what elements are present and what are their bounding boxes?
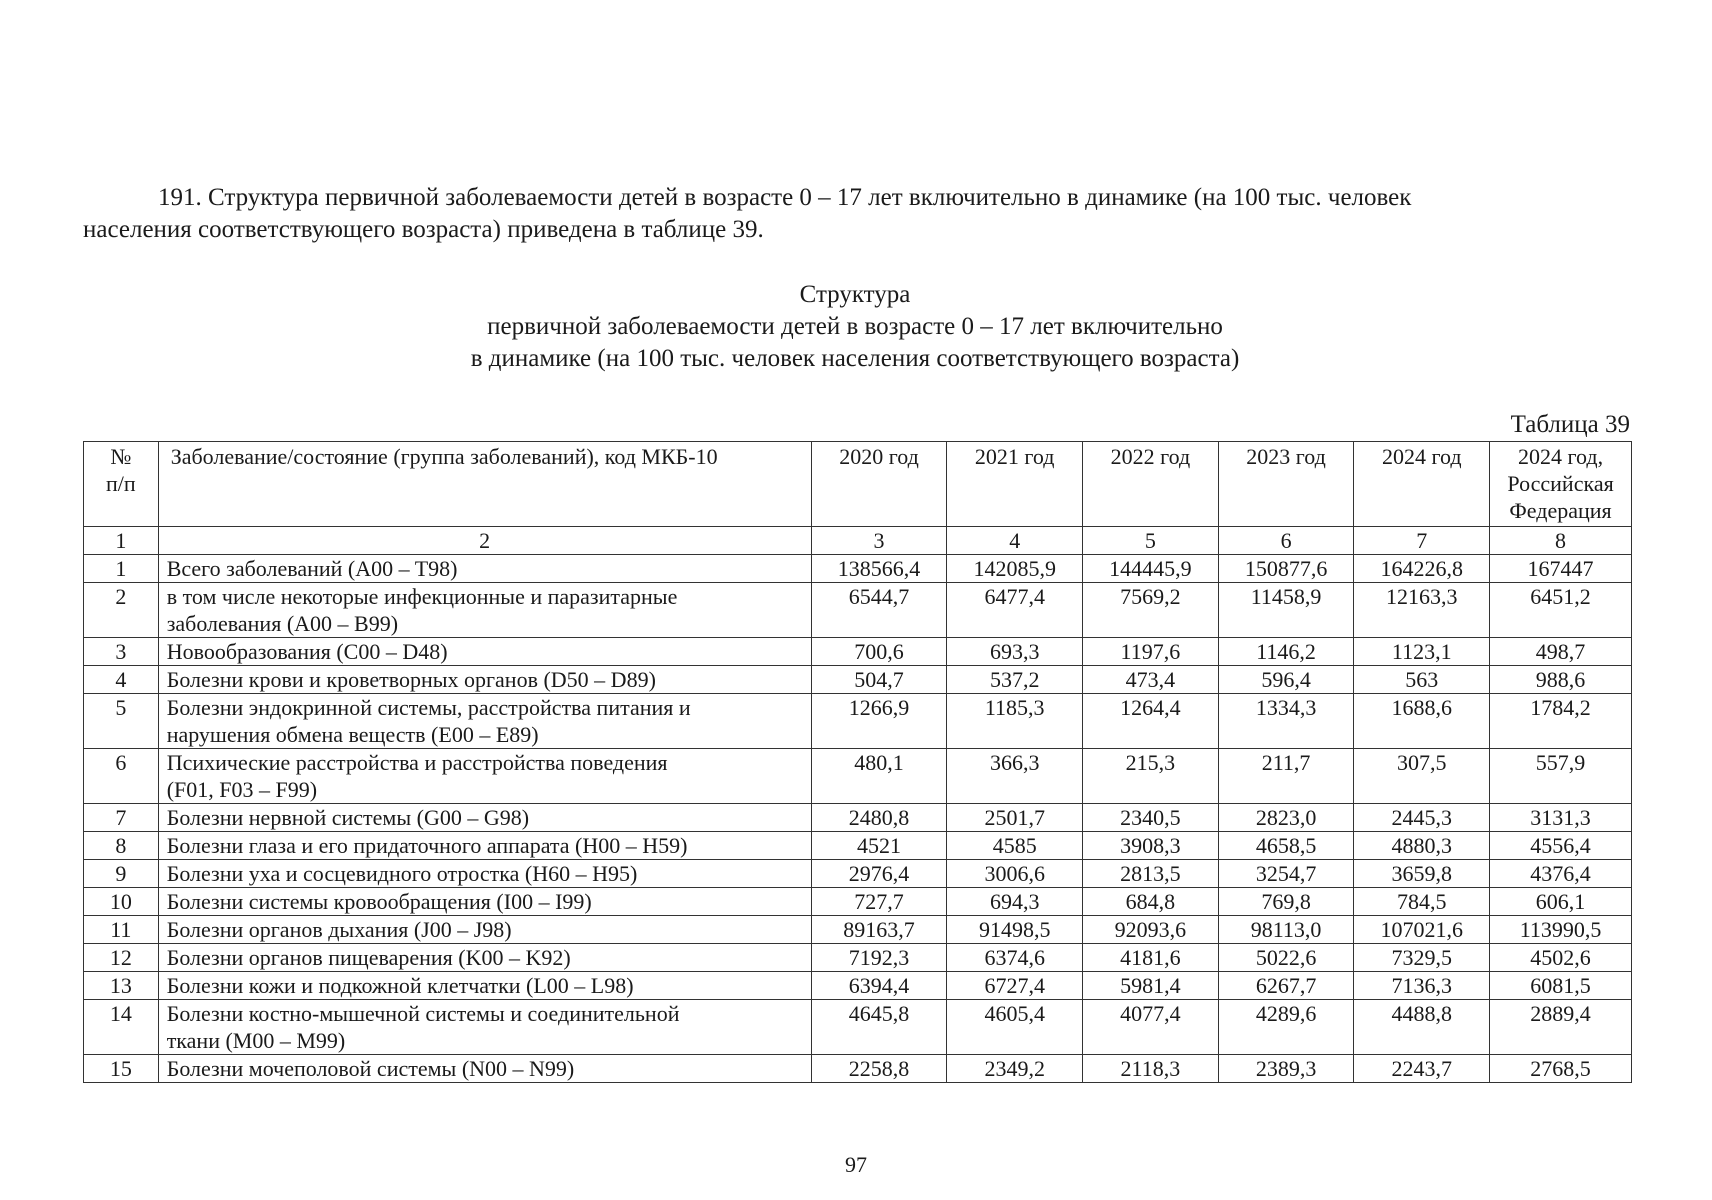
header-2022: 2022 год (1083, 442, 1219, 527)
disease-name (158, 888, 811, 916)
disease-name (158, 1055, 811, 1083)
disease-name (158, 916, 811, 944)
value-cell: 4077,4 (1083, 1000, 1219, 1055)
row-number: 1 (84, 555, 159, 583)
value-cell: 6081,5 (1490, 972, 1632, 1000)
column-number: 1 (84, 527, 159, 555)
intro-line-1: 191. Структура первичной заболеваемости детей в возрасте 0 – 17 лет включительно в динамике (на 100 тыс. человек (158, 184, 1412, 211)
value-cell: 150877,6 (1218, 555, 1354, 583)
value-cell: 2976,4 (811, 860, 947, 888)
disease-name (158, 749, 811, 804)
value-cell: 92093,6 (1083, 916, 1219, 944)
value-cell: 6477,4 (947, 583, 1083, 638)
disease-name-line: Болезни кожи и подкожной клетчатки (L00 – L98) (166, 973, 634, 998)
row-number: 14 (84, 1000, 159, 1055)
value-cell: 2389,3 (1218, 1055, 1354, 1083)
disease-name (158, 972, 811, 1000)
disease-name-line: заболевания (A00 – B99) (166, 611, 399, 636)
disease-name-line: Болезни эндокринной системы, расстройства питания и (166, 695, 691, 720)
value-cell: 2501,7 (947, 804, 1083, 832)
column-number: 8 (1490, 527, 1632, 555)
column-number: 3 (811, 527, 947, 555)
value-cell: 167447 (1490, 555, 1632, 583)
value-cell: 12163,3 (1354, 583, 1490, 638)
value-cell: 113990,5 (1490, 916, 1632, 944)
value-cell: 473,4 (1083, 666, 1219, 694)
value-cell: 2445,3 (1354, 804, 1490, 832)
value-cell: 4289,6 (1218, 1000, 1354, 1055)
row-number: 7 (84, 804, 159, 832)
disease-name-line: Болезни органов дыхания (J00 – J98) (166, 917, 512, 942)
table-title-line-2: первичной заболеваемости детей в возрасте 0 – 17 лет включительно (487, 313, 1223, 340)
table-row (84, 916, 1632, 944)
row-number: 3 (84, 638, 159, 666)
row-number: 2 (84, 583, 159, 638)
table-row (84, 832, 1632, 860)
value-cell: 164226,8 (1354, 555, 1490, 583)
value-cell: 557,9 (1490, 749, 1632, 804)
table-title-line-3: в динамике (на 100 тыс. человек населения соответствующего возраста) (470, 345, 1240, 372)
value-cell: 3131,3 (1490, 804, 1632, 832)
value-cell: 6394,4 (811, 972, 947, 1000)
header-2024: 2024 год (1354, 442, 1490, 527)
header-2023: 2023 год (1218, 442, 1354, 527)
value-cell: 211,7 (1218, 749, 1354, 804)
value-cell: 563 (1354, 666, 1490, 694)
disease-name (158, 555, 811, 583)
value-cell: 6544,7 (811, 583, 947, 638)
value-cell: 3006,6 (947, 860, 1083, 888)
disease-name (158, 944, 811, 972)
value-cell: 693,3 (947, 638, 1083, 666)
header-2021: 2021 год (947, 442, 1083, 527)
table-row (84, 804, 1632, 832)
column-number: 2 (158, 527, 811, 555)
value-cell: 700,6 (811, 638, 947, 666)
value-cell: 1146,2 (1218, 638, 1354, 666)
value-cell: 2118,3 (1083, 1055, 1219, 1083)
disease-name-line: Всего заболеваний (A00 – T98) (166, 556, 458, 581)
row-number: 10 (84, 888, 159, 916)
value-cell: 2823,0 (1218, 804, 1354, 832)
disease-name-line: Болезни системы кровообращения (I00 – I99) (166, 889, 592, 914)
row-number: 5 (84, 694, 159, 749)
disease-name (158, 694, 811, 749)
row-number: 11 (84, 916, 159, 944)
disease-name-line: в том числе некоторые инфекционные и паразитарные (166, 584, 678, 609)
value-cell: 366,3 (947, 749, 1083, 804)
value-cell: 2340,5 (1083, 804, 1219, 832)
table-row (84, 638, 1632, 666)
value-cell: 4645,8 (811, 1000, 947, 1055)
value-cell: 727,7 (811, 888, 947, 916)
table-caption: Таблица 39 (1510, 411, 1630, 438)
value-cell: 498,7 (1490, 638, 1632, 666)
value-cell: 2243,7 (1354, 1055, 1490, 1083)
value-cell: 2813,5 (1083, 860, 1219, 888)
value-cell: 769,8 (1218, 888, 1354, 916)
row-number: 6 (84, 749, 159, 804)
disease-name-line: Болезни глаза и его придаточного аппарата (H00 – H59) (166, 833, 688, 858)
disease-name (158, 832, 811, 860)
morbidity-table (83, 441, 1632, 1083)
table-row (84, 944, 1632, 972)
value-cell: 3908,3 (1083, 832, 1219, 860)
disease-name-line: Новообразования (C00 – D48) (166, 639, 448, 664)
value-cell: 1334,3 (1218, 694, 1354, 749)
disease-name-line: Психические расстройства и расстройства поведения (166, 750, 668, 775)
disease-name (158, 583, 811, 638)
header-2020: 2020 год (811, 442, 947, 527)
page-number: 97 (845, 1152, 867, 1177)
value-cell: 4585 (947, 832, 1083, 860)
value-cell: 1185,3 (947, 694, 1083, 749)
value-cell: 142085,9 (947, 555, 1083, 583)
disease-name-line: Болезни уха и сосцевидного отростка (H60 – H95) (166, 861, 638, 886)
value-cell: 1784,2 (1490, 694, 1632, 749)
value-cell: 215,3 (1083, 749, 1219, 804)
value-cell: 1688,6 (1354, 694, 1490, 749)
intro-paragraph (83, 182, 1633, 246)
table-row (84, 888, 1632, 916)
value-cell: 504,7 (811, 666, 947, 694)
disease-name-line: (F01, F03 – F99) (166, 777, 318, 802)
disease-name-line: Болезни крови и кроветворных органов (D50 – D89) (166, 667, 656, 692)
value-cell: 4605,4 (947, 1000, 1083, 1055)
value-cell: 91498,5 (947, 916, 1083, 944)
table-title (0, 279, 1712, 375)
row-number: 9 (84, 860, 159, 888)
value-cell: 4181,6 (1083, 944, 1219, 972)
table-row (84, 860, 1632, 888)
value-cell: 4488,8 (1354, 1000, 1490, 1055)
value-cell: 7136,3 (1354, 972, 1490, 1000)
value-cell: 6267,7 (1218, 972, 1354, 1000)
value-cell: 5981,4 (1083, 972, 1219, 1000)
value-cell: 1197,6 (1083, 638, 1219, 666)
disease-name-line: Болезни костно-мышечной системы и соединительной (166, 1001, 680, 1026)
table-title-line-1: Структура (799, 281, 911, 308)
disease-name-line: нарушения обмена веществ (E00 – E89) (166, 722, 539, 747)
header-number: № п/п (84, 442, 159, 527)
disease-name (158, 860, 811, 888)
value-cell: 596,4 (1218, 666, 1354, 694)
value-cell: 7569,2 (1083, 583, 1219, 638)
value-cell: 2480,8 (811, 804, 947, 832)
row-number: 8 (84, 832, 159, 860)
disease-name (158, 638, 811, 666)
disease-name-line: Болезни нервной системы (G00 – G98) (166, 805, 530, 830)
table-row (84, 666, 1632, 694)
value-cell: 307,5 (1354, 749, 1490, 804)
value-cell: 107021,6 (1354, 916, 1490, 944)
row-number: 4 (84, 666, 159, 694)
value-cell: 4502,6 (1490, 944, 1632, 972)
value-cell: 4376,4 (1490, 860, 1632, 888)
disease-name (158, 666, 811, 694)
value-cell: 138566,4 (811, 555, 947, 583)
column-number: 5 (1083, 527, 1219, 555)
value-cell: 2768,5 (1490, 1055, 1632, 1083)
row-number: 13 (84, 972, 159, 1000)
value-cell: 988,6 (1490, 666, 1632, 694)
value-cell: 6374,6 (947, 944, 1083, 972)
header-2024-rf: 2024 год, Российская Федерация (1490, 442, 1632, 527)
value-cell: 684,8 (1083, 888, 1219, 916)
value-cell: 2889,4 (1490, 1000, 1632, 1055)
value-cell: 11458,9 (1218, 583, 1354, 638)
table-header-row (84, 442, 1632, 527)
value-cell: 144445,9 (1083, 555, 1219, 583)
value-cell: 3254,7 (1218, 860, 1354, 888)
table-body (84, 555, 1632, 1083)
value-cell: 537,2 (947, 666, 1083, 694)
value-cell: 4556,4 (1490, 832, 1632, 860)
column-number-row (84, 527, 1632, 555)
disease-name-line: Болезни мочеполовой системы (N00 – N99) (166, 1056, 575, 1081)
value-cell: 7329,5 (1354, 944, 1490, 972)
value-cell: 1123,1 (1354, 638, 1490, 666)
column-number: 4 (947, 527, 1083, 555)
value-cell: 98113,0 (1218, 916, 1354, 944)
disease-name-line: ткани (M00 – M99) (166, 1028, 346, 1053)
table-row (84, 583, 1632, 638)
value-cell: 606,1 (1490, 888, 1632, 916)
table-row (84, 1055, 1632, 1083)
column-number: 7 (1354, 527, 1490, 555)
value-cell: 6451,2 (1490, 583, 1632, 638)
disease-name-line: Болезни органов пищеварения (K00 – K92) (166, 945, 571, 970)
table-row (84, 1000, 1632, 1055)
column-number: 6 (1218, 527, 1354, 555)
table-row (84, 972, 1632, 1000)
value-cell: 3659,8 (1354, 860, 1490, 888)
value-cell: 4521 (811, 832, 947, 860)
value-cell: 1264,4 (1083, 694, 1219, 749)
row-number: 12 (84, 944, 159, 972)
header-disease: Заболевание/состояние (группа заболеваний), код МКБ-10 (158, 442, 811, 527)
value-cell: 89163,7 (811, 916, 947, 944)
value-cell: 2349,2 (947, 1055, 1083, 1083)
table-row (84, 555, 1632, 583)
value-cell: 1266,9 (811, 694, 947, 749)
table-row (84, 749, 1632, 804)
value-cell: 4658,5 (1218, 832, 1354, 860)
intro-line-2: населения соответствующего возраста) приведена в таблице 39. (83, 216, 764, 243)
disease-name (158, 1000, 811, 1055)
row-number: 15 (84, 1055, 159, 1083)
value-cell: 7192,3 (811, 944, 947, 972)
value-cell: 5022,6 (1218, 944, 1354, 972)
value-cell: 480,1 (811, 749, 947, 804)
value-cell: 4880,3 (1354, 832, 1490, 860)
disease-name (158, 804, 811, 832)
value-cell: 2258,8 (811, 1055, 947, 1083)
value-cell: 6727,4 (947, 972, 1083, 1000)
value-cell: 784,5 (1354, 888, 1490, 916)
table-row (84, 694, 1632, 749)
value-cell: 694,3 (947, 888, 1083, 916)
